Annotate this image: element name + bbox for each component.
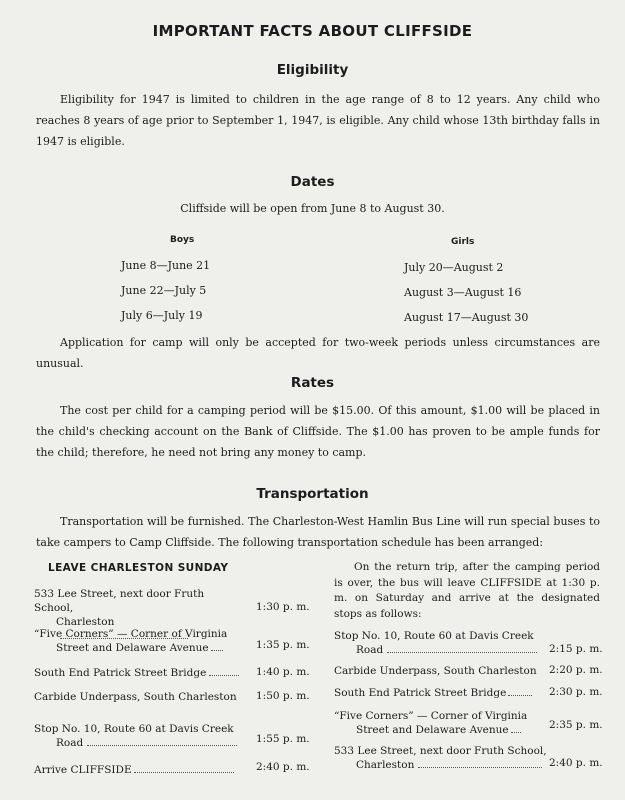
dates-intro: Cliffside will be open from June 8 to August 30. (180, 202, 445, 215)
leader-dots (418, 758, 542, 768)
boys-period: June 8—June 21 (121, 259, 211, 272)
stop-name: 533 Lee Street, next door Fruth School, (34, 588, 205, 614)
stop-name: “Five Corners” — Corner of Virginia (34, 628, 228, 640)
dates-note: Application for camp will only be accepted for two-week periods unless circumstances are unusual. (36, 336, 600, 370)
leave-stop (34, 763, 246, 777)
leave-heading: LEAVE CHARLESTON SUNDAY (48, 562, 229, 574)
stop-name: Arrive CLIFFSIDE (34, 764, 132, 776)
stop-time: 1:40 p. m. (256, 666, 310, 678)
return-text: On the return trip, after the camping period is over, the bus will leave CLIFFSIDE at 1:30 p. m. on Saturday and arrive at the designated stops as follows: (334, 561, 600, 620)
stop-name: Charleston (356, 759, 415, 771)
return-stop (334, 664, 548, 678)
stop-name: Stop No. 10, Route 60 at Davis Creek (334, 630, 534, 642)
stop-name: Street and Delaware Avenue (56, 642, 209, 654)
girls-period: August 3—August 16 (404, 286, 522, 299)
stop-name: Carbide Underpass, South Charleston (34, 691, 237, 703)
stop-time: 2:35 p. m. (549, 719, 603, 731)
stop-time: 2:40 p. m. (256, 761, 310, 773)
leave-stop (34, 627, 246, 655)
leader-dots (87, 736, 237, 746)
stop-name: Stop No. 10, Route 60 at Davis Creek (34, 723, 234, 735)
stop-time: 2:40 p. m. (549, 757, 603, 769)
girls-label: Girls (451, 237, 475, 247)
leader-dots (387, 643, 537, 653)
stop-name: Street and Delaware Avenue (356, 724, 509, 736)
stop-name: 533 Lee Street, next door Fruth School, (334, 745, 547, 757)
stop-time: 1:50 p. m. (256, 690, 310, 702)
stop-time: 1:30 p. m. (256, 601, 310, 613)
leader-dots (209, 666, 239, 676)
stop-name: Road (356, 644, 384, 656)
stop-name: “Five Corners” — Corner of Virginia (334, 710, 528, 722)
stop-name: Road (56, 737, 84, 749)
page-title: IMPORTANT FACTS ABOUT CLIFFSIDE (152, 22, 473, 40)
transportation-heading: Transportation (256, 486, 369, 502)
boys-period: July 6—July 19 (121, 309, 203, 322)
return-stop (334, 709, 548, 737)
girls-period: August 17—August 30 (404, 311, 529, 324)
stop-time: 2:30 p. m. (549, 686, 603, 698)
rates-heading: Rates (290, 375, 335, 391)
stop-time: 1:55 p. m. (256, 733, 310, 745)
rates-text: The cost per child for a camping period will be $15.00. Of this amount, $1.00 will be placed in the child's checking account on the Bank of Cliffside. The $1.00 has proven to be ample funds for the child; therefore, he need not bring any money to camp. (36, 404, 600, 459)
dates-heading: Dates (290, 174, 335, 190)
return-stop (334, 686, 548, 700)
stop-name: South End Patrick Street Bridge (334, 687, 507, 699)
leader-dots (508, 686, 532, 696)
girls-period: July 20—August 2 (404, 261, 504, 274)
eligibility-text: Eligibility for 1947 is limited to children in the age range of 8 to 12 years. Any child who reaches 8 years of age prior to September 1, 1947, is eligible. Any child whose 13th birthday falls in 1947 is eligible. (36, 93, 600, 148)
eligibility-heading: Eligibility (276, 62, 349, 78)
leave-stop (34, 722, 246, 750)
return-stop (334, 744, 548, 772)
leader-dots (134, 763, 234, 773)
stop-name: Carbide Underpass, South Charleston (334, 665, 537, 677)
transportation-text: Transportation will be furnished. The Charleston-West Hamlin Bus Line will run special buses to take campers to Camp Cliffside. The following transportation schedule has been arranged: (36, 515, 600, 549)
leave-stop (34, 666, 246, 680)
stop-name: South End Patrick Street Bridge (34, 667, 207, 679)
stop-time: 2:20 p. m. (549, 664, 603, 676)
boys-label: Boys (170, 235, 195, 245)
leader-dots (211, 641, 223, 651)
stop-name: Charleston (56, 616, 115, 628)
leave-stop (34, 690, 246, 704)
stop-time: 2:15 p. m. (549, 643, 603, 655)
stop-time: 1:35 p. m. (256, 639, 310, 651)
leader-dots (511, 723, 521, 733)
return-stop (334, 629, 548, 657)
boys-period: June 22—July 5 (121, 284, 207, 297)
